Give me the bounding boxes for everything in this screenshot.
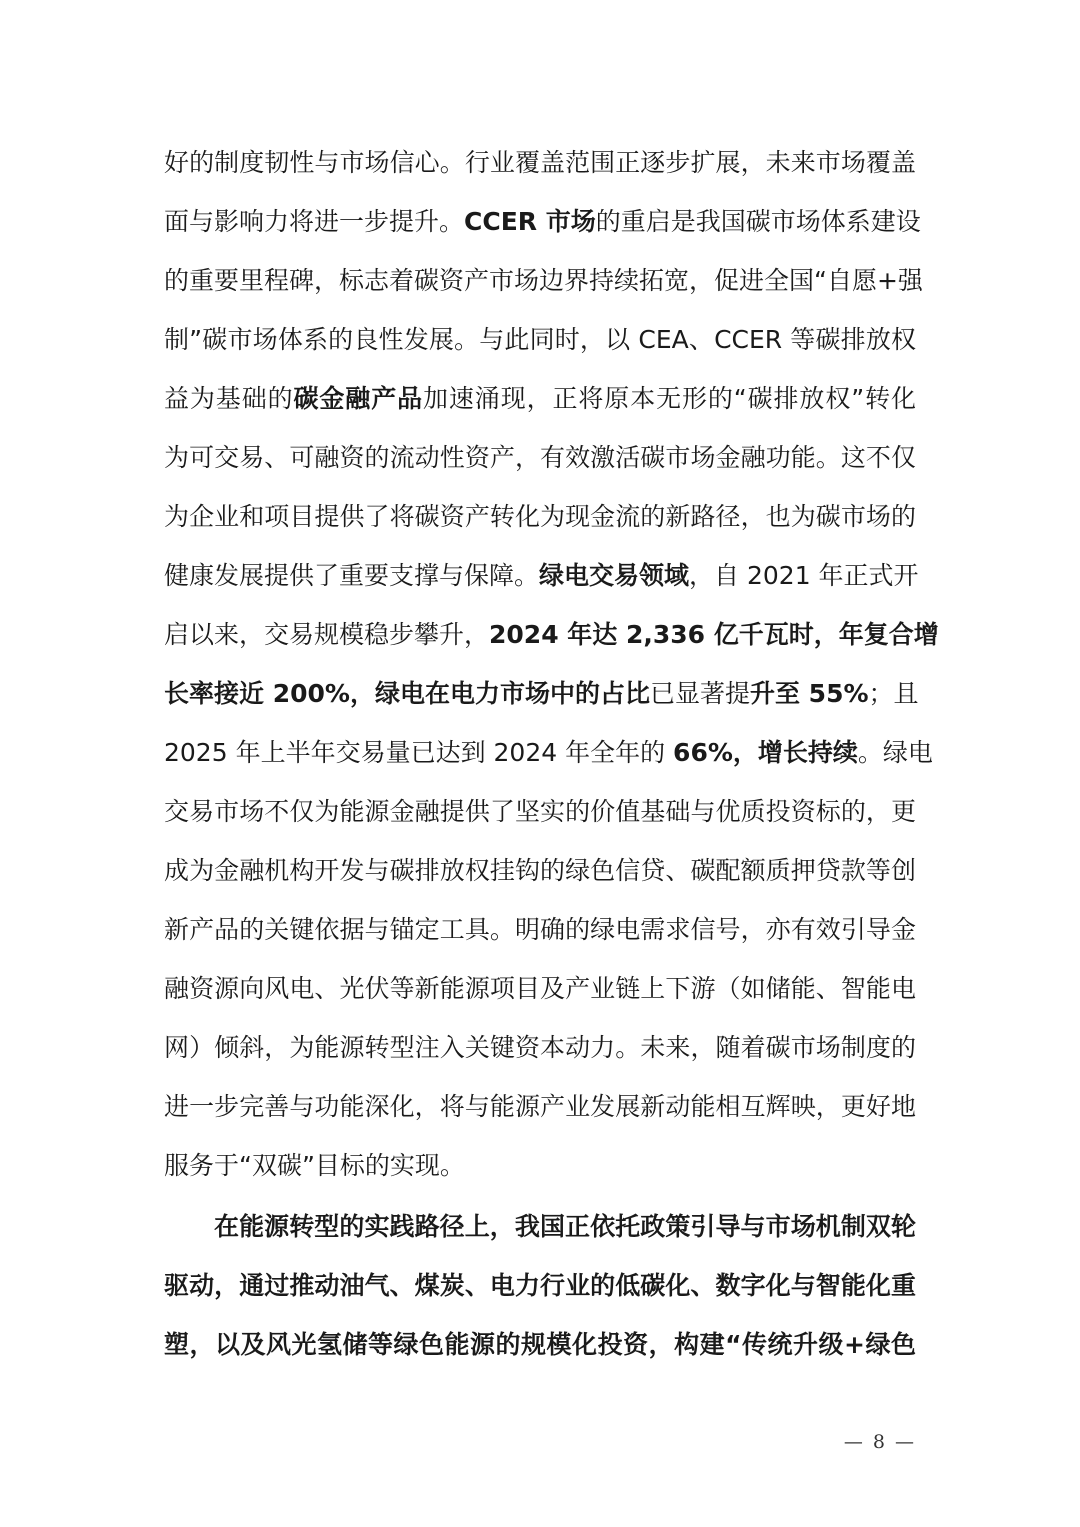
text-line	[164, 205, 921, 239]
text-run: 。绿电	[857, 738, 933, 767]
text-run: 面与影响力将进一步提升。	[164, 207, 465, 236]
text-run: 2025 年上半年交易量已达到 2024 年全年的	[164, 738, 674, 767]
bold-text: 驱动，通过推动油气、煤炭、电力行业的低碳化、数字化与智能化重	[164, 1271, 916, 1300]
bold-text: 绿电交易领域	[539, 561, 690, 590]
text-line	[164, 854, 916, 888]
bold-text: 塑，以及风光氢储等绿色能源的规模化投资，构建“传统升级+绿色	[164, 1330, 916, 1359]
bold-text: 升至 55%	[749, 679, 869, 708]
text-run: 进一步完善与功能深化，将与能源产业发展新动能相互辉映，更好地	[164, 1092, 916, 1121]
text-run: 为可交易、可融资的流动性资产，有效激活碳市场金融功能。这不仅	[164, 443, 916, 472]
text-run: 健康发展提供了重要支撑与保障。	[164, 561, 540, 590]
text-run: ，自 2021 年正式开	[689, 561, 919, 590]
text-line	[164, 795, 916, 829]
text-line	[164, 913, 916, 947]
text-line	[164, 1090, 916, 1124]
text-run: ；且	[868, 679, 919, 708]
bold-text: CCER 市场	[464, 207, 596, 236]
text-line	[164, 1031, 916, 1065]
text-line	[164, 500, 916, 534]
text-line	[164, 1149, 916, 1183]
text-run: 好的制度韧性与市场信心。行业覆盖范围正逐步扩展，未来市场覆盖	[164, 148, 916, 177]
text-run: 启以来，交易规模稳步攀升，	[164, 620, 490, 649]
text-line	[164, 382, 916, 416]
text-line	[164, 736, 933, 770]
text-run: 新产品的关键依据与锚定工具。明确的绿电需求信号，亦有效引导金	[164, 915, 916, 944]
text-line	[164, 618, 939, 652]
text-run: 已显著提	[649, 679, 750, 708]
text-line	[164, 1269, 916, 1303]
text-run: 的重要里程碑，标志着碳资产市场边界持续拓宽，促进全国“自愿+强	[164, 266, 923, 295]
bold-text: 长率接近 200%，绿电在电力市场中的占比	[164, 679, 650, 708]
text-run: 网）倾斜，为能源转型注入关键资本动力。未来，随着碳市场制度的	[164, 1033, 916, 1062]
text-line	[164, 441, 916, 475]
text-run: 加速涌现，正将原本无形的“碳排放权”转化	[423, 384, 916, 413]
bold-text: 2024 年达 2,336 亿千瓦时，年复合增	[489, 620, 939, 649]
text-run: 成为金融机构开发与碳排放权挂钩的绿色信贷、碳配额质押贷款等创	[164, 856, 916, 885]
text-line	[164, 1328, 916, 1362]
text-run: 制”碳市场体系的良性发展。与此同时，以 CEA、CCER 等碳排放权	[164, 325, 916, 354]
text-line	[164, 146, 916, 180]
text-line	[214, 1210, 916, 1244]
text-run: 益为基础的	[164, 384, 294, 413]
text-line	[164, 559, 919, 593]
text-line	[164, 323, 916, 357]
text-line	[164, 677, 919, 711]
text-run: 为企业和项目提供了将碳资产转化为现金流的新路径，也为碳市场的	[164, 502, 916, 531]
text-line	[164, 264, 923, 298]
text-run: 融资源向风电、光伏等新能源项目及产业链上下游（如储能、智能电	[164, 974, 916, 1003]
text-run: 的重启是我国碳市场体系建设	[595, 207, 921, 236]
text-run: 交易市场不仅为能源金融提供了坚实的价值基础与优质投资标的，更	[164, 797, 916, 826]
bold-text: 66%，增长持续	[673, 738, 858, 767]
text-run: 服务于“双碳”目标的实现。	[164, 1151, 465, 1180]
page-number: — 8 —	[843, 1431, 916, 1453]
bold-text: 在能源转型的实践路径上，我国正依托政策引导与市场机制双轮	[214, 1212, 916, 1241]
bold-text: 碳金融产品	[293, 384, 423, 413]
text-line	[164, 972, 916, 1006]
